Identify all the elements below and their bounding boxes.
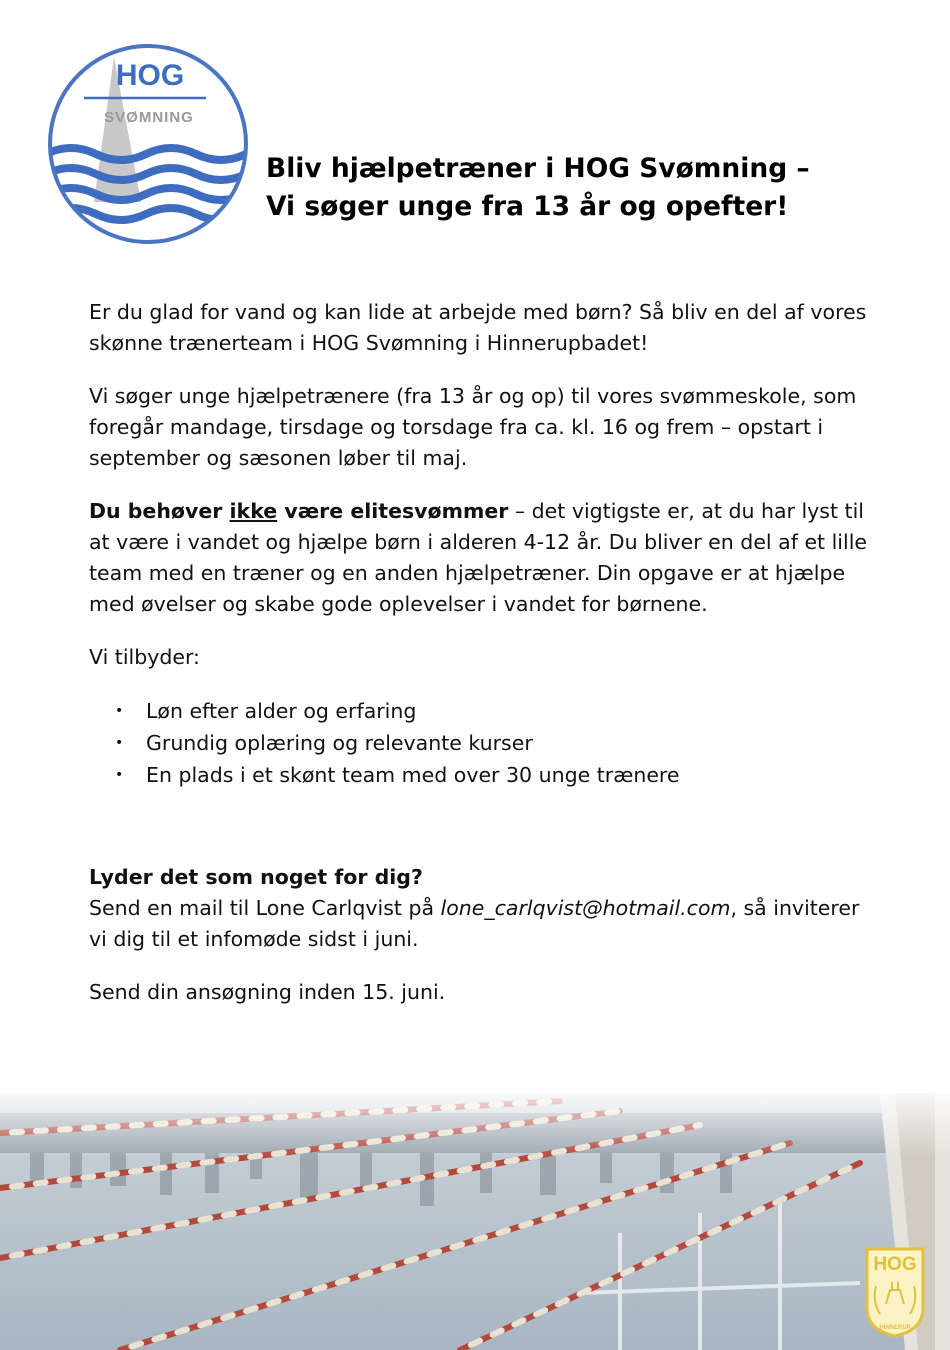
- contact-paragraph: [89, 862, 869, 955]
- intro-paragraph: Er du glad for vand og kan lide at arbejde med børn? Så bliv en del af vores skønne trænerteam i HOG Svømning i Hinnerupbadet!: [89, 300, 867, 355]
- contact-email-link[interactable]: lone_carlqvist@hotmail.com: [440, 896, 731, 920]
- requirements-bold-underlined: ikke: [229, 499, 278, 523]
- page-title: [266, 150, 926, 226]
- list-item: • Grundig oplæring og relevante kurser: [89, 727, 869, 759]
- list-item: • Løn efter alder og erfaring: [89, 695, 869, 727]
- hog-svomning-logo: [46, 42, 250, 246]
- list-item: • En plads i et skønt team med over 30 unge trænere: [89, 759, 869, 791]
- requirements-text: – det vigtigste er, at du har lyst til at være i vandet og hjælpe børn i alderen 4-12 år. Du bliver en del af et lille team med en træner og en anden hjælpetræner. Din opgave er at hjælpe med øvelser og skabe gode oplevelser i vandet for børnene.: [89, 499, 867, 616]
- requirements-bold-a: Du behøver: [89, 499, 230, 523]
- svg-text:SVØMNING: SVØMNING: [104, 109, 194, 126]
- deadline-text: Send din ansøgning inden 15. juni.: [89, 980, 446, 1004]
- contact-text-b: , så inviterer vi dig til et infomøde sidst i juni.: [89, 896, 860, 951]
- bullet-icon: •: [115, 767, 124, 783]
- contact-text-a: Send en mail til Lone Carlqvist på: [89, 896, 441, 920]
- requirements-paragraph: [89, 496, 869, 620]
- title-line-1: Bliv hjælpetræner i HOG Svømning –: [266, 153, 810, 184]
- document-body: [89, 297, 869, 1008]
- bullet-icon: •: [115, 703, 124, 719]
- hog-hinnerup-badge: [864, 1246, 926, 1338]
- offers-heading: Vi tilbyder:: [89, 645, 200, 669]
- description-paragraph: Vi søger unge hjælpetrænere (fra 13 år og op) til vores svømmeskole, som foregår mandage, tirsdage og torsdage fra ca. kl. 16 og frem – opstart i september og sæsonen løber til maj.: [89, 384, 857, 470]
- contact-heading: Lyder det som noget for dig?: [89, 865, 423, 889]
- svg-text:HINNERUP: HINNERUP: [879, 1325, 911, 1331]
- bullet-icon: •: [115, 735, 124, 751]
- requirements-bold-b: være elitesvømmer: [277, 499, 509, 523]
- pool-photo: [0, 1093, 950, 1350]
- offers-list: [89, 695, 869, 791]
- svg-text:HOG: HOG: [115, 59, 185, 92]
- title-line-2: Vi søger unge fra 13 år og opefter!: [266, 191, 789, 222]
- svg-text:HOG: HOG: [873, 1254, 917, 1275]
